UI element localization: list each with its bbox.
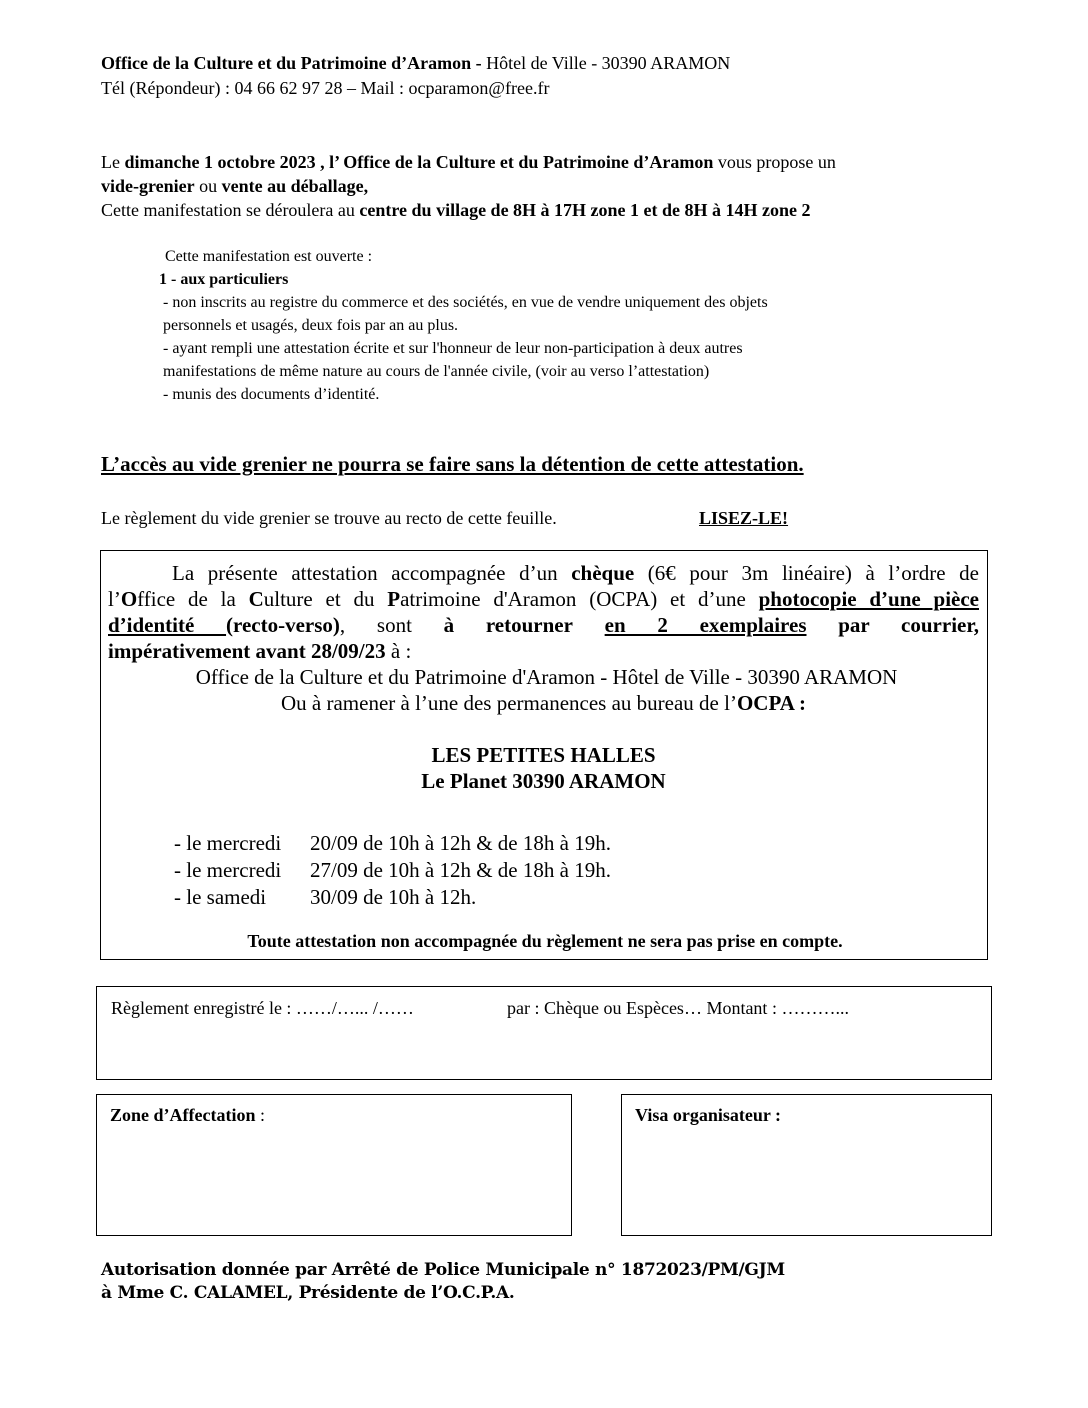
- attestation-text: atrimoine d'Aramon (OCPA) et d’une: [400, 587, 759, 611]
- footer-line-2: à Mme C. CALAMEL, Présidente de l’O.C.P.A.: [101, 1283, 515, 1303]
- lisez-le-text: LISEZ-LE!: [699, 508, 789, 528]
- deadline: impérativement avant 28/09/23: [108, 639, 386, 663]
- attestation-line-4: [108, 638, 979, 664]
- event-type-alt: vente au déballage,: [221, 176, 369, 196]
- attestation-text: , sont: [339, 613, 444, 637]
- schedule-day: - le samedi: [174, 885, 267, 909]
- photocopy-requirement: photocopie d’une pièce: [758, 587, 979, 611]
- payment-date-label: Règlement enregistré le : ……/…... /……: [111, 998, 414, 1018]
- schedule-row: [174, 857, 611, 884]
- intro-line-1: [101, 151, 991, 174]
- attestation-text: à :: [385, 639, 412, 663]
- place-name: [108, 742, 979, 768]
- photocopy-requirement-cont: d’identité: [108, 613, 227, 637]
- attestation-text: Ou à ramener à l’une des permanences au bureau de l’: [281, 691, 737, 715]
- cheque-word: chèque: [571, 561, 635, 585]
- schedule-time: 30/09 de 10h à 12h.: [310, 885, 477, 909]
- copies-requirement: en 2 exemplaires: [604, 613, 807, 637]
- attestation-line-1: [108, 560, 979, 586]
- zone-box: [96, 1094, 572, 1236]
- event-type: vide-grenier: [101, 176, 195, 196]
- intro-text: vous propose un: [713, 152, 836, 172]
- org-name: Office de la Culture et du Patrimoine d’Aramon -: [101, 53, 482, 73]
- attestation-text: l’: [108, 587, 121, 611]
- visa-label: [635, 1104, 781, 1127]
- place-name-text: LES PETITES HALLES: [431, 743, 656, 767]
- conditions-item-1: [159, 268, 288, 291]
- acronym-letter: C: [248, 587, 264, 611]
- payment-method-label: par : Chèque ou Espèces… Montant : ………...: [507, 998, 849, 1018]
- attestation-box: [100, 550, 988, 960]
- acronym-letter: P: [387, 587, 401, 611]
- schedule-day: - le mercredi: [174, 831, 282, 855]
- zone-label-colon: :: [255, 1105, 265, 1125]
- footer-line-1: Autorisation donnée par Arrêté de Police Municipale n° 1872023/PM/GJM: [101, 1260, 785, 1280]
- conditions-item-1-label: 1 - aux particuliers: [159, 271, 289, 288]
- attestation-text: ulture et du: [263, 587, 388, 611]
- visa-label-text: Visa organisateur :: [635, 1105, 781, 1125]
- place-address-text: Le Planet 30390 ARAMON: [421, 769, 666, 793]
- conditions-bullet-3: - munis des documents d’identité.: [163, 386, 380, 403]
- permanence-line: [108, 690, 979, 716]
- schedule-day: - le mercredi: [174, 858, 282, 882]
- lisez-le: [699, 507, 788, 530]
- schedule-time: 20/09 de 10h à 12h & de 18h à 19h.: [310, 831, 611, 855]
- place-address: [108, 768, 979, 794]
- recto-verso: (recto-verso): [226, 613, 340, 637]
- acronym-letter: O: [120, 587, 138, 611]
- visa-box: [621, 1094, 992, 1236]
- intro-text: ou: [194, 176, 222, 196]
- attestation-line-2: [108, 586, 979, 612]
- zone-label: [110, 1104, 265, 1127]
- org-address: Hôtel de Ville - 30390 ARAMON: [481, 53, 731, 73]
- intro-line-2: [101, 175, 368, 198]
- attestation-text: (6€ pour 3m linéaire) à l’ordre de: [634, 561, 979, 585]
- attestation-line-3: [108, 612, 979, 638]
- event-hours: centre du village de 8H à 17H zone 1 et de 8H à 14H zone 2: [359, 200, 811, 220]
- ocpa-word: OCPA :: [736, 691, 806, 715]
- footer-authorisation: [101, 1259, 785, 1281]
- org-contact: Tél (Répondeur) : 04 66 62 97 28 – Mail : ocparamon@free.fr: [101, 78, 550, 98]
- footer-president: [101, 1282, 514, 1304]
- intro-text: Cette manifestation se déroulera au: [101, 200, 360, 220]
- schedule-time: 27/09 de 10h à 12h & de 18h à 19h.: [310, 858, 611, 882]
- access-warning: [101, 451, 804, 477]
- schedule-list: [174, 830, 611, 911]
- by-mail: par courrier,: [838, 613, 979, 637]
- event-date-org: dimanche 1 octobre 2023 , l’ Office de la Culture et du Patrimoine d’Aramon: [124, 152, 714, 172]
- attestation-warning-text: Toute attestation non accompagnée du règlement ne sera pas prise en compte.: [247, 931, 843, 951]
- reglement-note: Le règlement du vide grenier se trouve au recto de cette feuille.: [101, 508, 557, 528]
- schedule-row: [174, 884, 611, 911]
- return-address: Office de la Culture et du Patrimoine d'Aramon - Hôtel de Ville - 30390 ARAMON: [195, 665, 898, 689]
- attestation-text: ffice de la: [137, 587, 249, 611]
- conditions-bullet-2: - ayant rempli une attestation écrite et sur l'honneur de leur non-participation à deux autres: [163, 340, 743, 357]
- conditions-open: Cette manifestation est ouverte :: [165, 248, 373, 265]
- org-header: [101, 52, 730, 75]
- schedule-row: [174, 830, 611, 857]
- access-warning-text: L’accès au vide grenier ne pourra se faire sans la détention de cette attestation.: [101, 452, 804, 476]
- conditions-bullet-1: - non inscrits au registre du commerce et des sociétés, en vue de vendre uniquement des objets: [163, 294, 768, 311]
- payment-box: [96, 986, 992, 1080]
- conditions-bullet-2-cont: manifestations de même nature au cours de l'année civile, (voir au verso l’attestation): [163, 363, 710, 380]
- return-word: à retourner: [443, 613, 573, 637]
- attestation-text: La présente attestation accompagnée d’un: [172, 561, 572, 585]
- attestation-warning: [101, 930, 989, 953]
- intro-line-3: [101, 199, 811, 222]
- conditions-bullet-1-cont: personnels et usagés, deux fois par an au plus.: [163, 317, 459, 334]
- zone-label-text: Zone d’Affectation: [110, 1105, 256, 1125]
- intro-text: Le: [101, 152, 125, 172]
